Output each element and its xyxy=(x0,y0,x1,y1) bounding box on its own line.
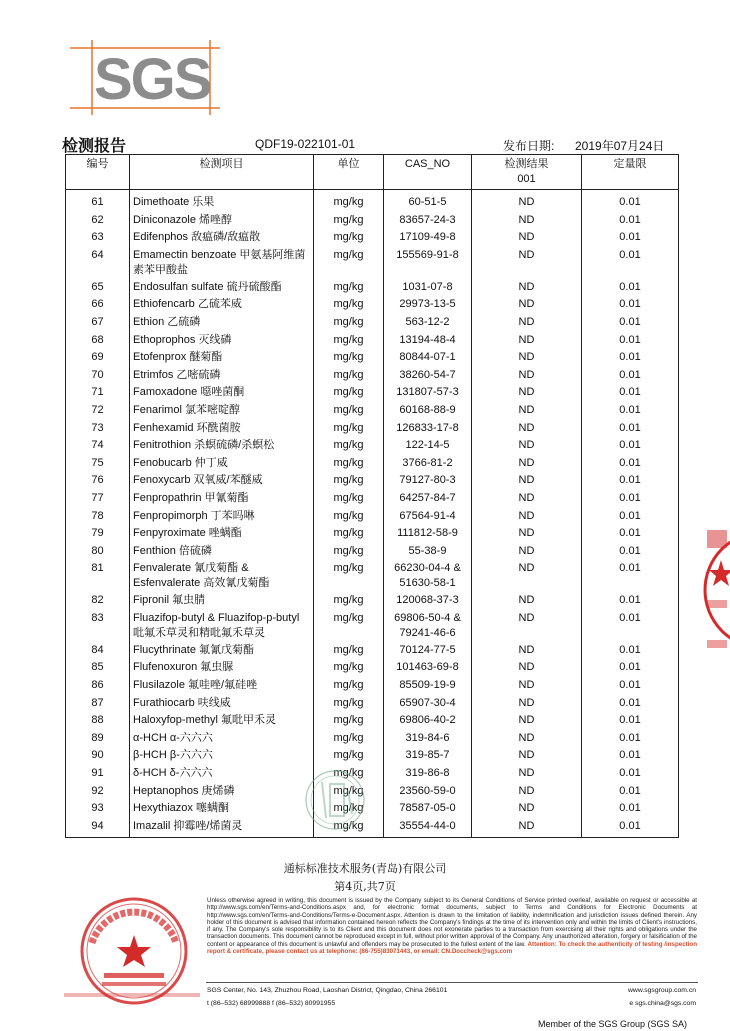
cell-item: Ethion 乙硫磷 xyxy=(130,314,314,332)
cell-loq: 0.01 xyxy=(582,525,679,543)
cell-item: Fipronil 氟虫腈 xyxy=(130,592,314,610)
cell-item: Fenhexamid 环酰菌胺 xyxy=(130,420,314,438)
table-row xyxy=(66,367,679,385)
cell-unit: mg/kg xyxy=(314,455,384,473)
partial-red-stamp-icon xyxy=(703,520,730,660)
cell-cas: 69806-40-2 xyxy=(384,712,472,730)
cell-result: ND xyxy=(472,800,582,818)
table-row xyxy=(66,783,679,801)
cell-loq: 0.01 xyxy=(582,402,679,420)
cell-unit: mg/kg xyxy=(314,384,384,402)
table-row xyxy=(66,747,679,765)
cell-no: 83 xyxy=(66,610,130,642)
cell-loq: 0.01 xyxy=(582,747,679,765)
table-row xyxy=(66,800,679,818)
cell-result: ND xyxy=(472,642,582,660)
cell-item: Fenvalerate 氰戊菊酯 & Esfenvalerate 高效氰戊菊酯 xyxy=(130,560,314,592)
cell-no: 72 xyxy=(66,402,130,420)
cell-unit: mg/kg xyxy=(314,818,384,838)
cell-item: Fenpropimorph 丁苯吗啉 xyxy=(130,508,314,526)
table-row xyxy=(66,730,679,748)
cell-item: Heptanophos 庚烯磷 xyxy=(130,783,314,801)
cell-cas: 35554-44-0 xyxy=(384,818,472,838)
cell-unit: mg/kg xyxy=(314,314,384,332)
cell-item: Imazalil 抑霉唑/烯菌灵 xyxy=(130,818,314,838)
table-row xyxy=(66,279,679,297)
cell-unit: mg/kg xyxy=(314,402,384,420)
cell-no: 78 xyxy=(66,508,130,526)
cell-cas: 23560-59-0 xyxy=(384,783,472,801)
table-row xyxy=(66,402,679,420)
cell-loq: 0.01 xyxy=(582,783,679,801)
col-header-loq: 定量限 xyxy=(582,155,679,190)
cell-cas: 66230-04-4 & 51630-58-1 xyxy=(384,560,472,592)
cell-item: Ethoprophos 灭线磷 xyxy=(130,332,314,350)
cell-item: Fenthion 倍硫磷 xyxy=(130,543,314,561)
cell-no: 68 xyxy=(66,332,130,350)
cell-result: ND xyxy=(472,420,582,438)
cell-no: 62 xyxy=(66,212,130,230)
table-row xyxy=(66,765,679,783)
cell-cas: 79127-80-3 xyxy=(384,472,472,490)
cell-loq: 0.01 xyxy=(582,818,679,838)
cell-result: ND xyxy=(472,560,582,592)
cell-result: ND xyxy=(472,314,582,332)
cell-result: ND xyxy=(472,765,582,783)
cell-cas: 1031-07-8 xyxy=(384,279,472,297)
cell-unit: mg/kg xyxy=(314,212,384,230)
cell-no: 75 xyxy=(66,455,130,473)
cell-loq: 0.01 xyxy=(582,314,679,332)
cell-unit: mg/kg xyxy=(314,472,384,490)
cell-result: ND xyxy=(472,229,582,247)
cell-unit: mg/kg xyxy=(314,525,384,543)
cell-cas: 155569-91-8 xyxy=(384,247,472,279)
cell-no: 89 xyxy=(66,730,130,748)
cell-unit: mg/kg xyxy=(314,642,384,660)
table-row xyxy=(66,695,679,713)
cell-cas: 17109-49-8 xyxy=(384,229,472,247)
cell-cas: 80844-07-1 xyxy=(384,349,472,367)
table-row xyxy=(66,642,679,660)
cell-item: Fenoxycarb 双氧威/苯醚威 xyxy=(130,472,314,490)
cell-cas: 120068-37-3 xyxy=(384,592,472,610)
table-row xyxy=(66,190,679,212)
cell-item: Emamectin benzoate 甲氨基阿维菌素苯甲酸盐 xyxy=(130,247,314,279)
col-header-no: 编号 xyxy=(66,155,130,190)
table-row xyxy=(66,472,679,490)
cell-no: 91 xyxy=(66,765,130,783)
table-row xyxy=(66,592,679,610)
cell-item: Flucythrinate 氟氰戊菊酯 xyxy=(130,642,314,660)
cell-cas: 65907-30-4 xyxy=(384,695,472,713)
cell-loq: 0.01 xyxy=(582,508,679,526)
cell-no: 71 xyxy=(66,384,130,402)
cell-result: ND xyxy=(472,296,582,314)
cell-result: ND xyxy=(472,349,582,367)
table-row xyxy=(66,212,679,230)
cell-no: 64 xyxy=(66,247,130,279)
cell-item: Fenobucarb 仲丁威 xyxy=(130,455,314,473)
cell-result: ND xyxy=(472,508,582,526)
cell-cas: 60-51-5 xyxy=(384,190,472,212)
cell-no: 86 xyxy=(66,677,130,695)
cell-result: ND xyxy=(472,332,582,350)
cell-result: ND xyxy=(472,490,582,508)
cell-result: ND xyxy=(472,747,582,765)
report-number: QDF19-022101-01 xyxy=(255,137,356,151)
cell-result: ND xyxy=(472,279,582,297)
cell-loq: 0.01 xyxy=(582,659,679,677)
cell-cas: 60168-88-9 xyxy=(384,402,472,420)
cell-result: ND xyxy=(472,384,582,402)
cell-loq: 0.01 xyxy=(582,712,679,730)
cell-result: ND xyxy=(472,610,582,642)
cell-no: 84 xyxy=(66,642,130,660)
table-row xyxy=(66,560,679,592)
cell-unit: mg/kg xyxy=(314,592,384,610)
cell-loq: 0.01 xyxy=(582,455,679,473)
cell-unit: mg/kg xyxy=(314,712,384,730)
sgs-logo xyxy=(60,40,230,120)
cell-item: Fluazifop-butyl & Fluazifop-p-butyl 吡氟禾草灵和精吡氟禾草灵 xyxy=(130,610,314,642)
table-row xyxy=(66,247,679,279)
cell-cas: 69806-50-4 & 79241-46-6 xyxy=(384,610,472,642)
cell-no: 73 xyxy=(66,420,130,438)
cell-no: 85 xyxy=(66,659,130,677)
cell-no: 69 xyxy=(66,349,130,367)
inspection-seal xyxy=(62,893,202,1023)
col-header-cas: CAS_NO xyxy=(384,155,472,190)
cell-item: Furathiocarb 呋线威 xyxy=(130,695,314,713)
cell-cas: 3766-81-2 xyxy=(384,455,472,473)
cell-no: 88 xyxy=(66,712,130,730)
cell-unit: mg/kg xyxy=(314,765,384,783)
table-row xyxy=(66,818,679,838)
cell-loq: 0.01 xyxy=(582,349,679,367)
cell-loq: 0.01 xyxy=(582,610,679,642)
cell-item: β-HCH β-六六六 xyxy=(130,747,314,765)
cell-unit: mg/kg xyxy=(314,190,384,212)
cell-item: Fenpropathrin 甲氰菊酯 xyxy=(130,490,314,508)
cell-unit: mg/kg xyxy=(314,349,384,367)
partial-red-stamp xyxy=(703,520,730,665)
cell-no: 81 xyxy=(66,560,130,592)
report-title: 检测报告 xyxy=(62,138,127,155)
cell-result: ND xyxy=(472,712,582,730)
cell-cas: 67564-91-4 xyxy=(384,508,472,526)
cell-loq: 0.01 xyxy=(582,730,679,748)
cell-cas: 111812-58-9 xyxy=(384,525,472,543)
table-row xyxy=(66,659,679,677)
cell-cas: 78587-05-0 xyxy=(384,800,472,818)
cell-result: ND xyxy=(472,367,582,385)
cell-result: ND xyxy=(472,472,582,490)
cell-item: Fenpyroximate 唑螨酯 xyxy=(130,525,314,543)
cell-cas: 563-12-2 xyxy=(384,314,472,332)
table-row xyxy=(66,229,679,247)
cell-item: Ethiofencarb 乙硫苯威 xyxy=(130,296,314,314)
cell-item: Fenitrothion 杀螟硫磷/杀螟松 xyxy=(130,437,314,455)
cell-result: ND xyxy=(472,212,582,230)
cell-unit: mg/kg xyxy=(314,783,384,801)
cell-result: ND xyxy=(472,592,582,610)
issue-date-label: 发布日期: xyxy=(503,139,555,153)
cell-unit: mg/kg xyxy=(314,610,384,642)
results-table xyxy=(65,154,679,838)
cell-loq: 0.01 xyxy=(582,332,679,350)
cell-unit: mg/kg xyxy=(314,296,384,314)
cell-loq: 0.01 xyxy=(582,384,679,402)
cell-unit: mg/kg xyxy=(314,730,384,748)
table-header-row xyxy=(66,155,679,190)
table-row xyxy=(66,384,679,402)
cell-cas: 83657-24-3 xyxy=(384,212,472,230)
cell-loq: 0.01 xyxy=(582,592,679,610)
cell-item: α-HCH α-六六六 xyxy=(130,730,314,748)
cell-unit: mg/kg xyxy=(314,560,384,592)
cell-unit: mg/kg xyxy=(314,247,384,279)
cell-no: 76 xyxy=(66,472,130,490)
cell-unit: mg/kg xyxy=(314,747,384,765)
cell-item: δ-HCH δ-六六六 xyxy=(130,765,314,783)
table-row xyxy=(66,314,679,332)
cell-unit: mg/kg xyxy=(314,543,384,561)
cell-cas: 319-86-8 xyxy=(384,765,472,783)
cell-result: ND xyxy=(472,730,582,748)
cell-item: Flufenoxuron 氟虫脲 xyxy=(130,659,314,677)
cell-no: 79 xyxy=(66,525,130,543)
cell-loq: 0.01 xyxy=(582,800,679,818)
cell-loq: 0.01 xyxy=(582,677,679,695)
cell-loq: 0.01 xyxy=(582,296,679,314)
table-row xyxy=(66,712,679,730)
table-row xyxy=(66,349,679,367)
table-row xyxy=(66,508,679,526)
cell-unit: mg/kg xyxy=(314,420,384,438)
cell-loq: 0.01 xyxy=(582,490,679,508)
cell-cas: 38260-54-7 xyxy=(384,367,472,385)
cell-item: Flusilazole 氟哇唑/氟硅唑 xyxy=(130,677,314,695)
cell-item: Hexythiazox 噻螨酮 xyxy=(130,800,314,818)
col-header-item: 检测项目 xyxy=(130,155,314,190)
cell-unit: mg/kg xyxy=(314,367,384,385)
col-header-unit: 单位 xyxy=(314,155,384,190)
cell-loq: 0.01 xyxy=(582,560,679,592)
cell-loq: 0.01 xyxy=(582,279,679,297)
inspection-seal-icon xyxy=(62,893,202,1018)
cell-no: 70 xyxy=(66,367,130,385)
cell-unit: mg/kg xyxy=(314,508,384,526)
footer-address: SGS Center, No. 143, Zhuzhou Road, Laoshan District, Qingdao, China 266101 xyxy=(207,987,448,994)
table-row xyxy=(66,420,679,438)
footer-website[interactable]: www.sgsgroup.com.cn xyxy=(628,987,696,994)
disclaimer-text: Unless otherwise agreed in writing, this document is issued by the Company subject to its General Conditions of Service printed overleaf, available on request or accessible at http://www.sgs.com/en/Terms-and-Conditions.aspx and, for electronic format documents, subject to Terms and Conditions for Electronic Documents at http://www.sgs.com/en/Terms-and-Conditions/Terms-e-Document.aspx. Attention is drawn to the limitation of liability, indemnification and jurisdiction issues defined therein. Any holder of this document is advised that information contained hereon reflects the Company's findings at the time of its intervention only and within the limits of Client's instructions, if any. The Company's sole responsibility is to its Client and this document does not exonerate parties to a transaction from exercising all their rights and obligations under the transaction documents. This document cannot be reproduced except in full, without prior written approval of the Company. Any unauthorized alteration, forgery or falsification of the content or appearance of this document is unlawful and offenders may be prosecuted to the fullest extent of the law. xyxy=(207,897,697,948)
page-number: 第4页,共7页 xyxy=(334,880,396,893)
cell-unit: mg/kg xyxy=(314,437,384,455)
cell-loq: 0.01 xyxy=(582,437,679,455)
cell-loq: 0.01 xyxy=(582,420,679,438)
cell-unit: mg/kg xyxy=(314,659,384,677)
cell-loq: 0.01 xyxy=(582,212,679,230)
footer-member: Member of the SGS Group (SGS SA) xyxy=(538,1019,688,1029)
cell-no: 93 xyxy=(66,800,130,818)
col-header-result xyxy=(472,155,582,190)
cell-unit: mg/kg xyxy=(314,279,384,297)
table-row xyxy=(66,543,679,561)
cell-item: Haloxyfop-methyl 氟吡甲禾灵 xyxy=(130,712,314,730)
cell-result: ND xyxy=(472,659,582,677)
cell-no: 90 xyxy=(66,747,130,765)
cell-cas: 29973-13-5 xyxy=(384,296,472,314)
watermark-seal-icon xyxy=(300,760,370,840)
cell-item: Dimethoate 乐果 xyxy=(130,190,314,212)
company-name: 通标标准技术服务(青岛)有限公司 xyxy=(283,862,447,875)
col-header-result-label: 检测结果 xyxy=(504,158,549,170)
cell-result: ND xyxy=(472,695,582,713)
table-row xyxy=(66,332,679,350)
cell-cas: 101463-69-8 xyxy=(384,659,472,677)
cell-loq: 0.01 xyxy=(582,367,679,385)
cell-item: Fenarimol 氯苯嘧啶醇 xyxy=(130,402,314,420)
table-body xyxy=(66,190,679,838)
cell-cas: 85509-19-9 xyxy=(384,677,472,695)
cell-no: 65 xyxy=(66,279,130,297)
cell-no: 66 xyxy=(66,296,130,314)
cell-cas: 55-38-9 xyxy=(384,543,472,561)
cell-unit: mg/kg xyxy=(314,677,384,695)
cell-unit: mg/kg xyxy=(314,490,384,508)
authenticity-warning: Attention: To check the authenticity of testing /inspection report & certificate, please contact us at telephone: (86-755)83071443, or email: CN.Doccheck@sgs.com xyxy=(207,940,697,956)
cell-unit: mg/kg xyxy=(314,800,384,818)
cell-loq: 0.01 xyxy=(582,765,679,783)
cell-result: ND xyxy=(472,525,582,543)
cell-no: 82 xyxy=(66,592,130,610)
cell-loq: 0.01 xyxy=(582,190,679,212)
cell-cas: 122-14-5 xyxy=(384,437,472,455)
cell-loq: 0.01 xyxy=(582,642,679,660)
cell-result: ND xyxy=(472,437,582,455)
table-row xyxy=(66,296,679,314)
cell-item: Endosulfan sulfate 硫丹硫酸酯 xyxy=(130,279,314,297)
logo-text: SGS xyxy=(94,47,211,112)
cell-no: 77 xyxy=(66,490,130,508)
table-row xyxy=(66,677,679,695)
footer-email[interactable]: e sgs.china@sgs.com xyxy=(629,1000,696,1007)
cell-no: 74 xyxy=(66,437,130,455)
table-row xyxy=(66,610,679,642)
cell-cas: 126833-17-8 xyxy=(384,420,472,438)
cell-loq: 0.01 xyxy=(582,543,679,561)
footer-phone: t (86–532) 68999888 f (86–532) 80991955 xyxy=(207,1000,336,1007)
cell-cas: 319-84-6 xyxy=(384,730,472,748)
cell-unit: mg/kg xyxy=(314,229,384,247)
cell-item: Diniconazole 烯唑醇 xyxy=(130,212,314,230)
cell-unit: mg/kg xyxy=(314,695,384,713)
cell-loq: 0.01 xyxy=(582,472,679,490)
cell-loq: 0.01 xyxy=(582,695,679,713)
col-header-result-sample: 001 xyxy=(517,173,536,185)
cell-result: ND xyxy=(472,455,582,473)
cell-result: ND xyxy=(472,247,582,279)
cell-result: ND xyxy=(472,783,582,801)
footer-divider xyxy=(206,982,698,983)
cell-cas: 13194-48-4 xyxy=(384,332,472,350)
cell-item: Famoxadone 噁唑菌酮 xyxy=(130,384,314,402)
cell-item: Etrimfos 乙嘧硫磷 xyxy=(130,367,314,385)
cell-cas: 70124-77-5 xyxy=(384,642,472,660)
cell-result: ND xyxy=(472,190,582,212)
cell-no: 87 xyxy=(66,695,130,713)
watermark-seal xyxy=(300,760,370,845)
cell-result: ND xyxy=(472,543,582,561)
legal-disclaimer xyxy=(207,897,697,955)
cell-no: 80 xyxy=(66,543,130,561)
cell-result: ND xyxy=(472,677,582,695)
cell-item: Etofenprox 醚菊酯 xyxy=(130,349,314,367)
cell-item: Edifenphos 敌瘟磷/敌瘟散 xyxy=(130,229,314,247)
cell-no: 92 xyxy=(66,783,130,801)
cell-loq: 0.01 xyxy=(582,247,679,279)
table-row xyxy=(66,490,679,508)
cell-cas: 319-85-7 xyxy=(384,747,472,765)
cell-result: ND xyxy=(472,818,582,838)
cell-result: ND xyxy=(472,402,582,420)
cell-unit: mg/kg xyxy=(314,332,384,350)
cell-no: 63 xyxy=(66,229,130,247)
table-row xyxy=(66,455,679,473)
table-row xyxy=(66,437,679,455)
cell-loq: 0.01 xyxy=(582,229,679,247)
cell-no: 94 xyxy=(66,818,130,838)
cell-no: 67 xyxy=(66,314,130,332)
cell-cas: 64257-84-7 xyxy=(384,490,472,508)
issue-date: 2019年07月24日 xyxy=(575,139,665,153)
cell-cas: 131807-57-3 xyxy=(384,384,472,402)
table-row xyxy=(66,525,679,543)
cell-no: 61 xyxy=(66,190,130,212)
